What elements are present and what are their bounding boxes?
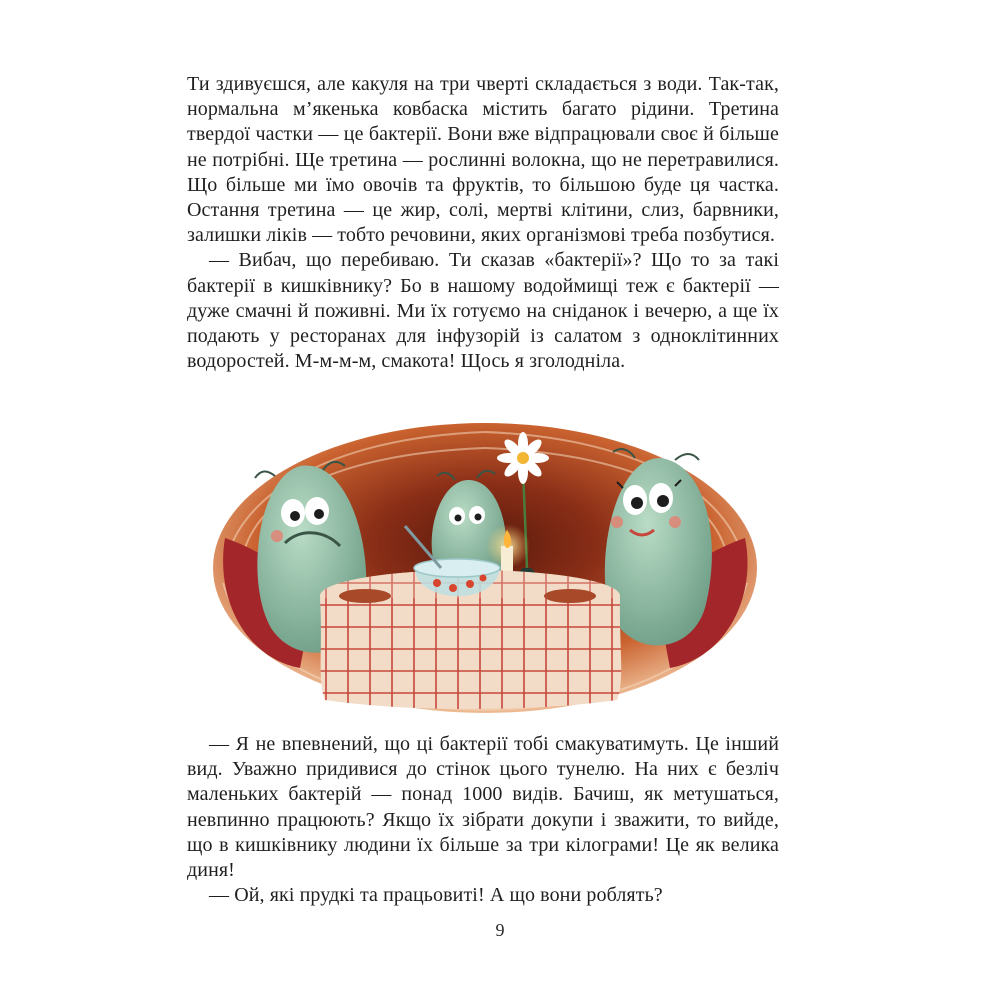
paragraph: — Вибач, що перебиваю. Ти сказав «бактерії»? Що то за такі бактерії в кишківнику? Бо в нашому водоймищі теж є бактерії — дуже смачні й поживні. Ми їх готуємо на сніданок і вечерю, а ще їх подають у ресторанах для інфузорій із салатом з одноклітинних водоростей. М-м-м-м, смакота! Щось я зголодніла. (187, 249, 779, 373)
text-block-top (187, 72, 779, 374)
plate-left (339, 589, 391, 603)
paragraph: — Ой, які прудкі та працьовиті! А що вони роблять? (209, 884, 663, 907)
plate-right (544, 589, 596, 603)
paragraph: — Я не впевнений, що ці бактерії тобі смакуватимуть. Це інший вид. Уважно придивися до стінок цього тунелю. На них є безліч маленьких бактерій — понад 1000 видів. Бачиш, як метушаться, невпинно працюють? Якщо їх зібрати докупи і зважити, то вийде, що в кишківнику людини їх більше за три кілограми! Це як велика диня! (187, 733, 779, 882)
text-block-bottom (187, 732, 779, 908)
illustration-bacteria-dinner (205, 418, 765, 718)
page-number: 9 (495, 920, 505, 940)
paragraph: Ти здивуєшся, але какуля на три чверті складається з води. Так-так, нормальна м’якенька ковбаска містить багато рідини. Третина твердої частки — це бактерії. Вони вже відпрацювали своє й більше не потрібні. Ще третина — рослинні волокна, що не перетравилися. Що більше ми їмо овочів та фруктів, то більшою буде ця частка. Остання третина — це жир, солі, мертві клітини, слиз, барвники, залишки ліків — тобто речовини, яких організмові треба позбутися. (187, 73, 779, 247)
